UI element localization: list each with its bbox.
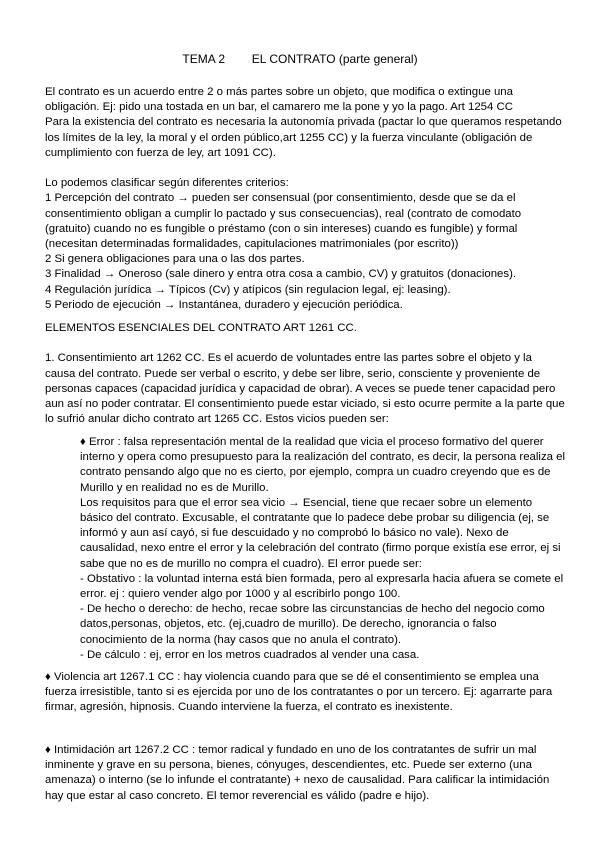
- error-type: - Obstativo : la voluntad interna está bien formada, pero al expresarla hacia afuera se comete el error. ej : quiero vender algo por 1000 y al escribirlo pongo 100.: [80, 572, 564, 601]
- consent-paragraph: 1. Consentimiento art 1262 CC. Es el acuerdo de voluntades entre las partes sobre el objeto y la causa del contrato. Puede ser verbal o escrito, y debe ser libre, serio, consciente y proveniente de personas capaces (capacidad jurídica y capacidad de obrar). A veces se puede tener capacidad pero aun así no poder contratar. El consentimiento puede estar viciado, si esto ocurre permite a la parte que lo sufrió anular dicho contrato art 1265 CC. Estos vicios pueden ser:: [45, 352, 565, 426]
- elements-section: [45, 321, 565, 427]
- criteria-item: 1 Percepción del contrato → pueden ser consensual (por consentimiento, desde que se da el consentimiento obligan a cumplir lo pactado y sus consecuencias), real (contrato de comodato (gratuito) cuando no es fungible o préstamo (con o sin intereses) cuando es fungible) y formal (necesitan determinadas formalidades, capitulaciones matrimoniales (por escrito)): [45, 192, 522, 251]
- criteria-item: 5 Periodo de ejecución → Instantánea, duradero y ejecución periódica.: [45, 298, 403, 311]
- criteria-item: 2 Si genera obligaciones para una o las dos partes.: [45, 253, 305, 266]
- criteria-item: 4 Regulación jurídica → Típicos (Cv) y atípicos (sin regulacion legal, ej: leasing).: [45, 283, 451, 296]
- intro-paragraph: Para la existencia del contrato es necesaria la autonomía privada (pactar lo que queramos respetando los límites de la ley, la moral y el orden público,art 1255 CC) y la fuerza vinculante (obligación de cumplimiento con fuerza de ley, art 1091 CC).: [45, 116, 562, 159]
- intimidation-section: [45, 743, 565, 804]
- error-paragraph: ♦ Error : falsa representación mental de la realidad que vicia el proceso formativo del querer interno y opera como presupuesto para la realización del contrato, es decir, la persona realiza el contrato pensando algo que no es cierto, por ejemplo, compra un cuadro creyendo que es de Murillo y en realidad no es de Murillo.: [80, 436, 566, 494]
- criteria-intro: Lo podemos clasificar según diferentes criterios:: [45, 177, 289, 190]
- error-type: - De hecho o derecho: de hecho, recae sobre las circunstancias de hecho del negocio como datos,personas, objetos, etc. (ej,cuadro de murillo). De derecho, ignorancia o falso conocimiento de la norma (hay casos que no anula el contrato).: [80, 603, 545, 646]
- vices-section: [80, 435, 565, 663]
- elements-heading: ELEMENTOS ESENCIALES DEL CONTRATO ART 1261 CC.: [45, 322, 357, 334]
- document-title: TEMA 2 EL CONTRATO (parte general): [182, 52, 418, 66]
- violence-section: [45, 670, 565, 716]
- intro-section: [45, 85, 565, 313]
- error-requirements: Los requisitos para que el error sea vicio → Esencial, tiene que recaer sobre un elemento básico del contrato. Excusable, el contratante que lo padece debe probar su diligencia (ej, se informó y aun así cayó, si fue descuidado y no comprobó lo básico no vale). Nexo de causalidad, nexo entre el error y la celebración del contrato (firmo porque existía ese error, ej si sabe que no es de murillo no compra el cuadro). El error puede ser:: [80, 496, 561, 570]
- intimidation-paragraph: ♦ Intimidación art 1267.2 CC : temor radical y fundado en uno de los contratantes de sufrir un mal inminente y grave en su persona, bienes, cónyuges, descendientes, etc. Puede ser externo (una amenaza) o interno (se lo infunde el contratante) + nexo de causalidad. Para calificar la intimidación hay que estar al caso concreto. El temor reverencial es válido (padre e hijo).: [45, 744, 550, 802]
- error-type: - De cálculo : ej, error en los metros cuadrados al vender una casa.: [80, 648, 420, 661]
- intro-paragraph: El contrato es un acuerdo entre 2 o más partes sobre un objeto, que modifica o extingue una obligación. Ej: pido una tostada en un bar, el camarero me la pone y yo la pago. Art 1254 CC: [45, 86, 513, 114]
- criteria-item: 3 Finalidad → Oneroso (sale dinero y entra otra cosa a cambio, CV) y gratuitos (donaciones).: [45, 268, 517, 281]
- violence-paragraph: ♦ Violencia art 1267.1 CC : hay violencia cuando para que se dé el consentimiento se emplea una fuerza irresistible, tanto si es ejercida por uno de los contratantes o por un tercero. Ej: agarrarte para firmar, agresión, hipnosis. Cuando interviene la fuerza, el contrato es inexistente.: [45, 671, 553, 714]
